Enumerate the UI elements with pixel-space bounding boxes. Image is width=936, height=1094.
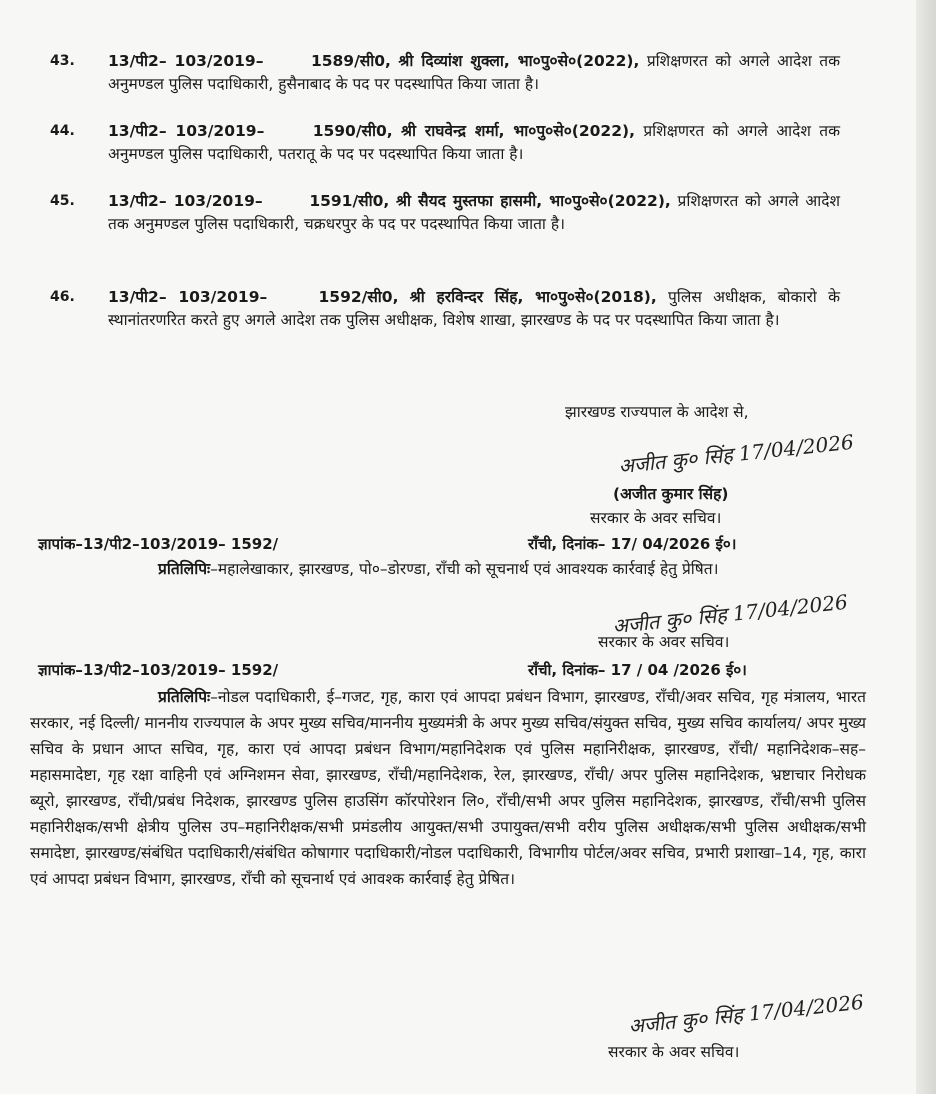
memo-date: राँची, दिनांक– 17/ 04/2026 ई०। bbox=[528, 535, 737, 553]
signatory-name: (अजीत कुमार सिंह) bbox=[613, 485, 729, 503]
item-file-ref: 13/पी2– 103/2019– bbox=[108, 192, 263, 210]
item-number: 45. bbox=[50, 193, 75, 209]
signature: अजीत कु० सिंह 17/04/2026 bbox=[617, 429, 855, 479]
item-ref-number: 1592/सी0, bbox=[318, 288, 399, 306]
signature: अजीत कु० सिंह 17/04/2026 bbox=[611, 589, 849, 639]
item-file-ref: 13/पी2– 103/2019– bbox=[108, 288, 268, 306]
item-ref-number: 1591/सी0, bbox=[309, 192, 390, 210]
item-officer: श्री हरविन्दर सिंह, भा०पु०से०(2018), bbox=[409, 288, 657, 306]
copy-paragraph bbox=[30, 684, 866, 892]
page-edge bbox=[916, 0, 936, 1094]
copy-label: प्रतिलिपिः bbox=[158, 560, 211, 578]
signature: अजीत कु० सिंह 17/04/2026 bbox=[627, 989, 865, 1039]
list-item bbox=[50, 50, 840, 96]
copy-paragraph bbox=[30, 556, 866, 582]
memo-ref-line bbox=[38, 534, 858, 554]
memo-ref: ज्ञापांक–13/पी2–103/2019– 1592/ bbox=[38, 661, 279, 679]
item-officer: श्री दिव्यांश शुक्ला, भा०पु०से०(2022), bbox=[398, 52, 640, 70]
item-number: 46. bbox=[50, 289, 75, 305]
item-text: प्रशिक्षणरत को अगले आदेश तक अनुमण्डल पुलिस पदाधिकारी, पतरातू के पद पर पदस्थापित किया जाता है। bbox=[108, 122, 841, 163]
item-text: पुलिस अधीक्षक, बोकारो के स्थानांतरणरित करते हुए अगले आदेश तक पुलिस अधीक्षक, विशेष शाखा, झारखण्ड के पद पर पदस्थापित किया जाता है। bbox=[108, 288, 840, 329]
memo-date: राँची, दिनांक– 17 / 04 /2026 ई०। bbox=[528, 661, 747, 679]
item-text: प्रशिक्षणरत को अगले आदेश तक अनुमण्डल पुलिस पदाधिकारी, हुसैनाबाद के पद पर पदस्थापित किया जाता है। bbox=[108, 52, 841, 93]
memo-ref-line bbox=[38, 660, 858, 680]
signatory-designation: सरकार के अवर सचिव। bbox=[598, 633, 730, 651]
copy-text: –नोडल पदाधिकारी, ई–गजट, गृह, कारा एवं आपदा प्रबंधन विभाग, झारखण्ड, राँची/अवर सचिव, गृह मंत्रालय, भारत सरकार, नई दिल्ली/ माननीय राज्यपाल के अपर मुख्य सचिव/माननीय मुख्यमंत्री के अपर मुख्य सचिव/संयुक्त सचिव, मुख्य सचिव कार्यालय/ अपर मुख्य सचिव के प्रधान आप्त सचिव, गृह, कारा एवं आपदा प्रबंधन विभाग/महानिदेशक एवं पुलिस महानिरीक्षक, झारखण्ड, राँची/ महानिदेशक–सह–महासमादेष्टा, गृह रक्षा वाहिनी एवं अग्निशमन सेवा, झारखण्ड, राँची/महानिदेशक, रेल, झारखण्ड, राँची/ अपर पुलिस महानिदेशक, भ्रष्टाचार निरोधक ब्यूरो, झारखण्ड, राँची/प्रबंध निदेशक, झारखण्ड पुलिस हाउसिंग कॉरपोरेशन लि०, राँची/सभी अपर पुलिस महानिदेशक, झारखण्ड, राँची/सभी पुलिस महानिरीक्षक/सभी क्षेत्रीय पुलिस उप–महानिरीक्षक/सभी प्रमंडलीय आयुक्त/सभी उपायुक्त/सभी वरीय पुलिस अधीक्षक/सभी पुलिस अधीक्षक/सभी समादेष्टा, झारखण्ड/संबंधित पदाधिकारी/संबंधित कोषागार पदाधिकारी/नोडल पदाधिकारी, विभागीय पोर्टल/अवर सचिव, प्रभारी प्रशाखा–14, गृह, कारा एवं आपदा प्रबंधन विभाग, झारखण्ड, राँची को सूचनार्थ एवं आवश्क कार्रवाई हेतु प्रेषित। bbox=[30, 688, 866, 888]
item-file-ref: 13/पी2– 103/2019– bbox=[108, 122, 265, 140]
signatory-designation: सरकार के अवर सचिव। bbox=[590, 509, 722, 527]
item-ref-number: 1590/सी0, bbox=[312, 122, 393, 140]
item-number: 43. bbox=[50, 53, 75, 69]
list-item bbox=[50, 120, 840, 166]
copy-label: प्रतिलिपिः bbox=[158, 688, 211, 706]
signatory-designation: सरकार के अवर सचिव। bbox=[608, 1043, 740, 1061]
item-number: 44. bbox=[50, 123, 75, 139]
item-officer: श्री राघवेन्द्र शर्मा, भा०पु०से०(2022), bbox=[401, 122, 635, 140]
item-text: प्रशिक्षणरत को अगले आदेश तक अनुमण्डल पुलिस पदाधिकारी, चक्रधरपुर के पद पर पदस्थापित किया जाता है। bbox=[108, 192, 840, 233]
item-ref-number: 1589/सी0, bbox=[310, 52, 391, 70]
list-item bbox=[50, 190, 840, 236]
governor-order-line: झारखण्ड राज्यपाल के आदेश से, bbox=[565, 403, 749, 421]
copy-text: –महालेखाकार, झारखण्ड, पो०–डोरण्डा, राँची को सूचनार्थ एवं आवश्यक कार्रवाई हेतु प्रेषित। bbox=[210, 560, 719, 578]
item-officer: श्री सैयद मुस्तफा हासमी, भा०पु०से०(2022), bbox=[395, 192, 671, 210]
list-item bbox=[50, 286, 840, 332]
item-file-ref: 13/पी2– 103/2019– bbox=[108, 52, 264, 70]
memo-ref: ज्ञापांक–13/पी2–103/2019– 1592/ bbox=[38, 535, 279, 553]
